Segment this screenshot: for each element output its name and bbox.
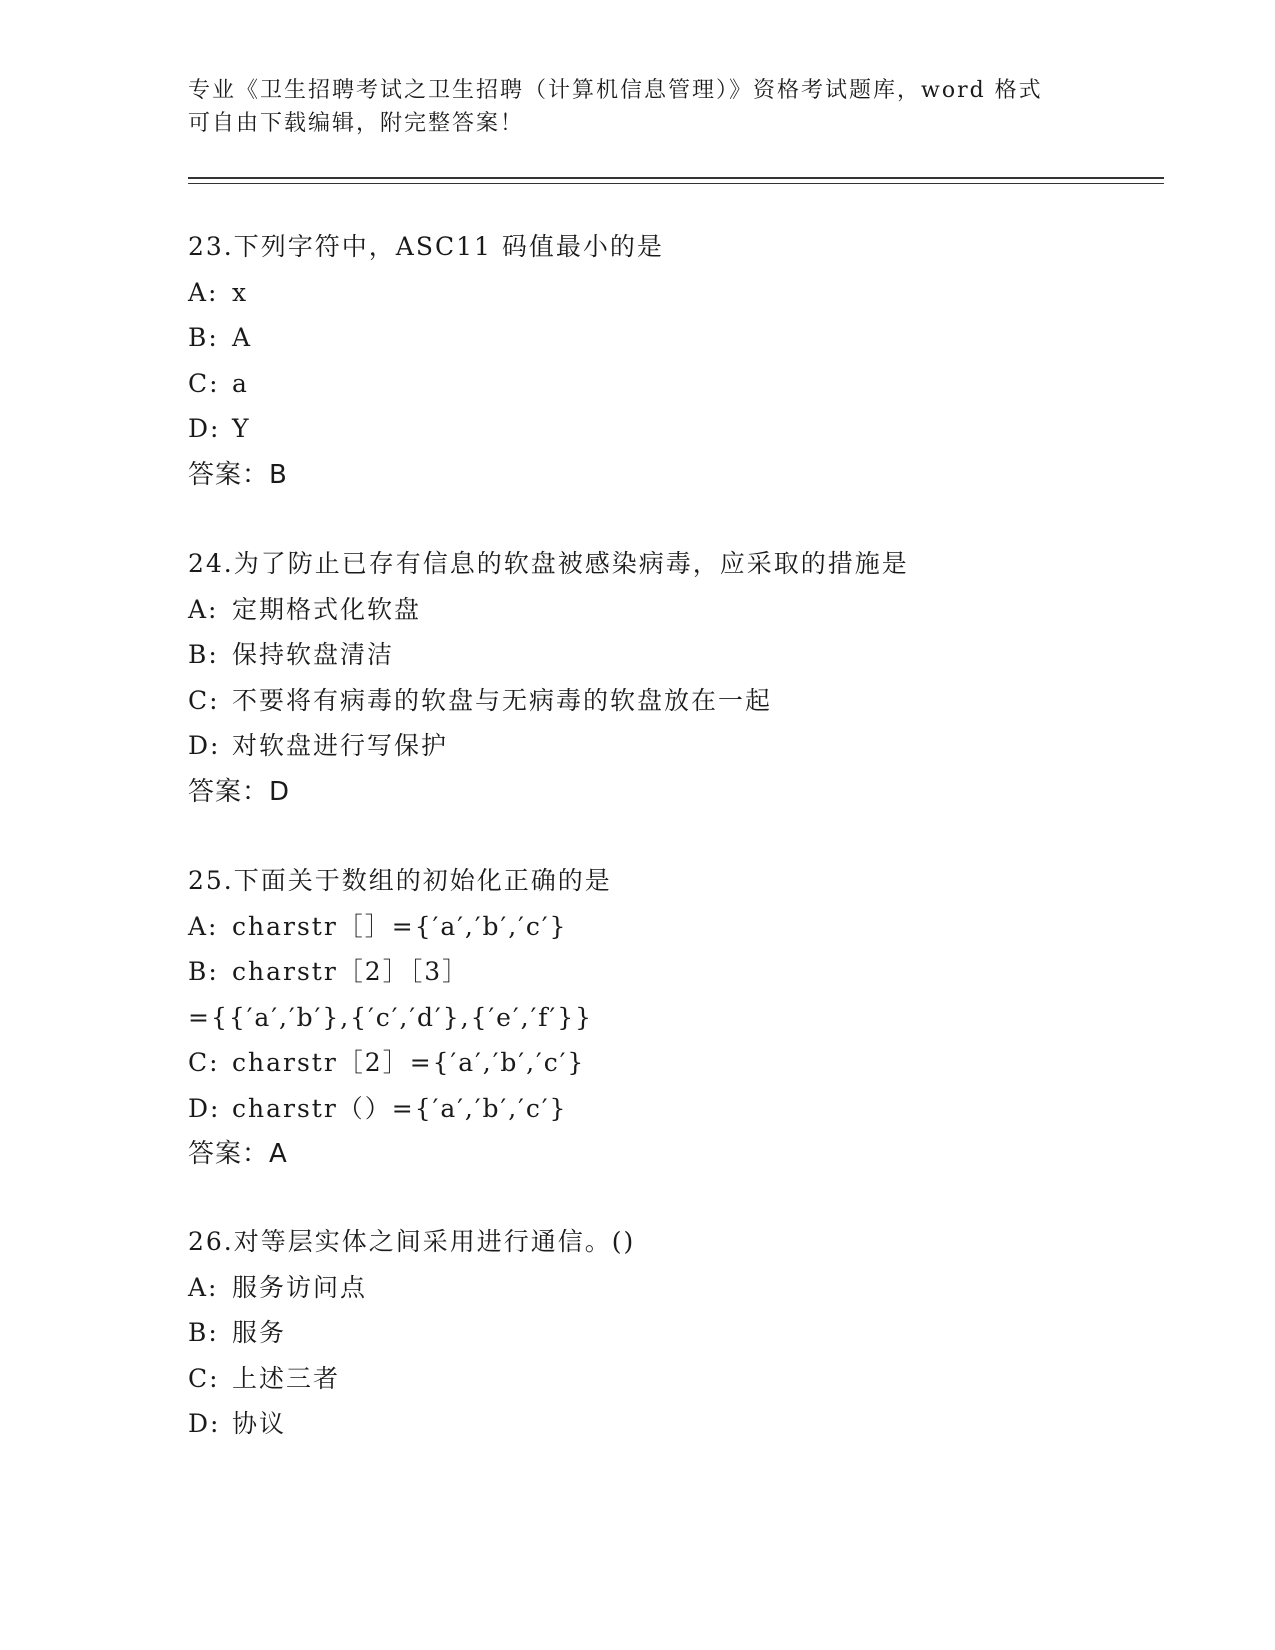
option-text: 保持软盘清洁 [232, 640, 395, 669]
option-d [188, 723, 1148, 769]
option-key: B: [188, 1318, 219, 1347]
option-d [188, 1086, 1148, 1132]
option-text: charstr（）={′a′,′b′,′c′} [232, 1093, 568, 1123]
option-text: charstr［2］={′a′,′b′,′c′} [232, 1048, 586, 1077]
option-d [188, 1401, 1148, 1447]
option-b [188, 949, 1148, 995]
option-b [188, 315, 1148, 361]
option-text: charstr［2］［3］ [232, 957, 470, 986]
option-key: B: [188, 640, 219, 669]
header-line-1: 专业《卫生招聘考试之卫生招聘（计算机信息管理）》资格考试题库，word 格式 [188, 78, 1043, 103]
option-key: D: [188, 1093, 221, 1123]
question-25 [188, 858, 1148, 1177]
option-key: A: [188, 1272, 219, 1302]
option-b [188, 1310, 1148, 1356]
option-c [188, 1040, 1148, 1086]
answer-label: 答案：A [188, 1139, 288, 1169]
document-header [188, 74, 1088, 140]
option-b-continued [188, 995, 1148, 1041]
option-a [188, 1265, 1148, 1311]
question-stem: 24.为了防止已存有信息的软盘被感染病毒，应采取的措施是 [188, 549, 909, 578]
option-a [188, 904, 1148, 950]
option-text: 服务访问点 [232, 1272, 368, 1302]
question-stem: 25.下面关于数组的初始化正确的是 [188, 866, 612, 895]
option-a [188, 270, 1148, 316]
option-key: D: [188, 414, 221, 443]
option-text: 对软盘进行写保护 [232, 731, 449, 760]
option-text: 定期格式化软盘 [232, 594, 422, 624]
option-key: A: [188, 911, 219, 941]
question-stem: 23.下列字符中，ASC11 码值最小的是 [188, 232, 664, 261]
option-c [188, 1356, 1148, 1402]
question-stem: 26.对等层实体之间采用进行通信。() [188, 1227, 636, 1256]
option-key: A: [188, 277, 219, 307]
option-text: A [232, 323, 253, 352]
option-key: C: [188, 1048, 220, 1077]
option-c [188, 678, 1148, 724]
option-key: C: [188, 368, 220, 398]
option-text: 不要将有病毒的软盘与无病毒的软盘放在一起 [232, 685, 773, 715]
option-key: A: [188, 594, 219, 624]
option-key: C: [188, 1363, 220, 1393]
option-key: D: [188, 731, 221, 760]
option-b [188, 632, 1148, 678]
answer-label: 答案：B [188, 459, 288, 490]
option-text: charstr［］={′a′,′b′,′c′} [232, 911, 568, 941]
option-d [188, 406, 1148, 452]
option-text: ={{′a′,′b′},{′c′,′d′},{′e′,′f′}} [188, 1002, 594, 1032]
answer-label: 答案：D [188, 776, 291, 807]
header-line-2: 可自由下载编辑，附完整答案！ [188, 111, 525, 136]
question-24 [188, 541, 1148, 815]
option-key: C: [188, 685, 220, 715]
question-23 [188, 224, 1148, 498]
option-text: 协议 [232, 1409, 287, 1438]
option-text: Y [232, 414, 251, 443]
option-text: 上述三者 [232, 1363, 341, 1393]
header-divider-thin [188, 183, 1164, 184]
option-key: B: [188, 957, 219, 986]
question-26 [188, 1219, 1148, 1447]
option-text: 服务 [232, 1318, 287, 1347]
option-c [188, 361, 1148, 407]
option-key: B: [188, 323, 219, 352]
option-text: x [232, 277, 249, 307]
option-a [188, 587, 1148, 633]
option-key: D: [188, 1409, 221, 1438]
option-text: a [232, 368, 249, 398]
header-divider-thick [188, 177, 1164, 179]
